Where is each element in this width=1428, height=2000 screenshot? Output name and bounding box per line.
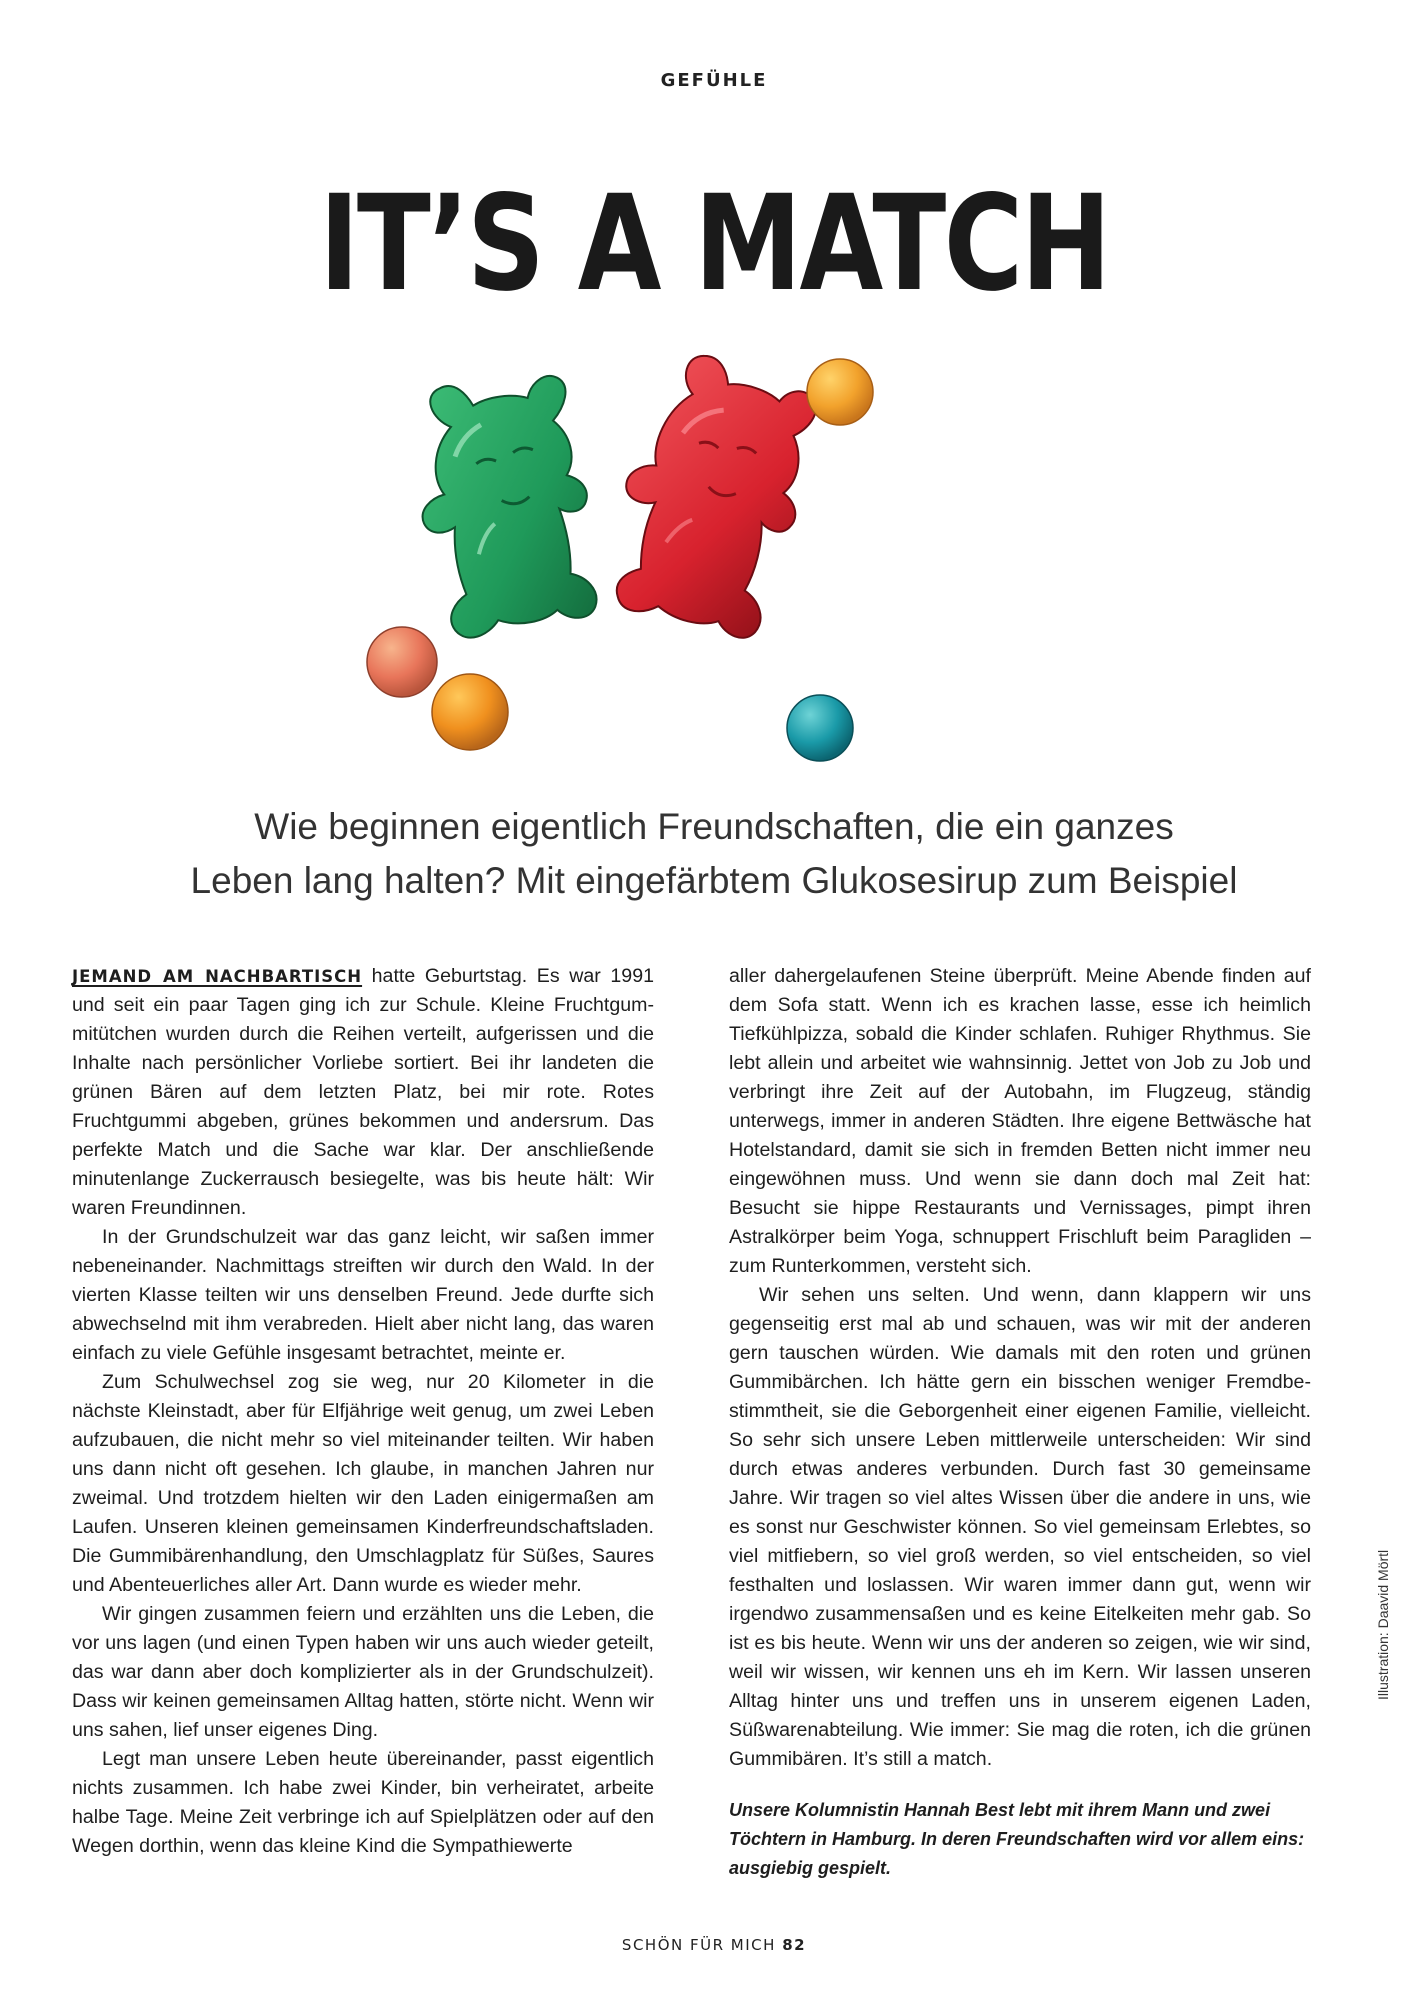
page-number: 82 [782,1936,807,1954]
gummy-bears-illustration [360,350,920,780]
paragraph-2: In der Grundschulzeit war das ganz leicht, wir saßen immer nebeneinander. Nachmittags streiften wir durch den Wald. In der vierten Klasse teilten wir uns denselben Freund. Jede durfte sich abwechselnd mit ihm verabreden. Hielt aber nicht lang, das waren einfach zu viele Gefühle insgesamt betrachtet, meinte er. [72,1226,654,1364]
green-gummy-bear [405,369,604,642]
article-column-right [729,962,1311,1883]
subtitle-line-1: Wie beginnen eigentlich Freundschaften, die ein ganzes [254,806,1174,847]
section-label: GEFÜHLE [660,70,768,91]
page-footer [0,1936,1428,1954]
teal-gumball [787,695,853,761]
paragraph-1 [72,962,654,1223]
paragraph-1-text: hatte Geburtstag. Es war 1991 und seit ein paar Tagen ging ich zur Schule. Kleine Fruchtgummitütchen wurden durch die Reihen verteilt, aufgerissen und die Inhalte nach persönlicher Vorliebe sortiert. Bei ihr landeten die grünen Bären auf dem letzten Platz, bei mir rote. Rotes Fruchtgummi abgeben, grünes bekommen und andersrum. Das perfekte Match und die Sache war klar. Der anschließende minutenlange Zuckerrausch besiegelte, was bis heute hält: Wir waren Freundinnen. [72,965,654,1219]
salmon-gumball [367,627,437,697]
article-subtitle [0,800,1428,908]
author-bio: Unsere Kolumnistin Hannah Best lebt mit ihrem Mann und zwei Töchtern in Hamburg. In deren Freundschaften wird vor allem eins: ausgiebig gespielt. [729,1800,1305,1878]
orange-gumball-bottom [432,674,508,750]
illustration-credit: Illustration: Daavid Mörtl [1375,1549,1391,1700]
article-title: IT’S A MATCH [319,167,1109,321]
magazine-name: SCHÖN FÜR MICH [621,1936,776,1954]
red-gummy-bear [597,350,828,644]
orange-gumball-top [807,359,873,425]
paragraph-4: Wir gingen zusammen feiern und erzählten uns die Leben, die vor uns lagen (und einen Typen haben wir uns auch wieder geteilt, das war dann aber doch komplizierter als in der Grundschulzeit). Dass wir keinen gemeinsamen Alltag hatten, störte nicht. Wenn wir uns sahen, lief unser eigenes Ding. [72,1603,654,1741]
lead-in: JEMAND AM NACHBARTISCH [72,967,363,986]
paragraph-6: aller dahergelaufenen Steine überprüft. Meine Abende finden auf dem Sofa statt. Wenn ich es krachen lasse, esse ich heimlich Tiefkühlpizza, sobald die Kinder schlafen. Ruhiger Rhythmus. Sie lebt allein und arbeitet wie wahnsinnig. Jettet von Job zu Job und verbringt ihre Zeit auf der Autobahn, im Flugzeug, ständig unterwegs, immer in anderen Städten. Ihre eigene Bettwäsche hat Hotelstandard, damit sie sich in fremden Betten nicht immer neu eingewöhnen muss. Und wenn sie dann doch mal Zeit hat: Besucht sie hippe Restaurants und Vernissages, pimpt ihren Astralkörper beim Yoga, schnuppert Frischluft beim Paragliden – zum Runterkommen, versteht sich. [729,965,1311,1277]
paragraph-3: Zum Schulwechsel zog sie weg, nur 20 Kilometer in die nächste Kleinstadt, aber für Elfjährige weit genug, um zwei Leben aufzubauen, die nicht mehr so viel miteinander teilten. Wir haben uns dann nicht oft gesehen. Ich glaube, in manchen Jahren nur zweimal. Und trotzdem hielten wir den Laden einigermaßen am Laufen. Unseren kleinen gemeinsamen Kinderfreundschaftsladen. Die Gummibärenhandlung, den Umschlagplatz für Süßes, Saures und Abenteuerliches aller Art. Dann wurde es wieder mehr. [72,1371,654,1596]
paragraph-5: Legt man unsere Leben heute übereinander, passt eigentlich nichts zusammen. Ich habe zwei Kinder, bin verheiratet, arbeite halbe Tage. Meine Zeit verbringe ich auf Spielplätzen oder auf den Wegen dorthin, wenn das kleine Kind die Sympathiewerte [72,1748,654,1857]
paragraph-7: Wir sehen uns selten. Und wenn, dann klappern wir uns gegenseitig erst mal ab und schauen, was wir mit der anderen gern tauschen würden. Wie damals mit den roten und grünen Gummibärchen. Ich hätte gern ein bisschen weniger Fremdbestimmtheit, sie die Geborgenheit einer eigenen Familie, vielleicht. So sehr sich unsere Leben mittlerweile unterscheiden: Wir sind durch etwas anderes verbunden. Durch fast 30 gemeinsame Jahre. Wir tragen so viel altes Wissen über die andere in uns, wie es sonst nur Geschwister können. So viel gemeinsam Erlebtes, so viel mitfiebern, so viel groß werden, so viel entscheiden, so viel festhalten und loslassen. Wir waren immer dann gut, wenn wir irgendwo zusammensaßen und es keine Eitelkeiten mehr gab. So ist es bis heute. Wenn wir uns der anderen so zeigen, wie wir sind, weil wir wissen, wir kennen uns eh im Kern. Wir lassen unseren Alltag hinter uns und treffen uns in unserem eigenen Laden, Süßwarenabteilung. Wie immer: Sie mag die roten, ich die grünen Gummibären. It’s still a match. [729,1284,1311,1770]
article-column-left [72,962,654,1861]
subtitle-line-2: Leben lang halten? Mit eingefärbtem Glukosesirup zum Beispiel [190,860,1238,901]
